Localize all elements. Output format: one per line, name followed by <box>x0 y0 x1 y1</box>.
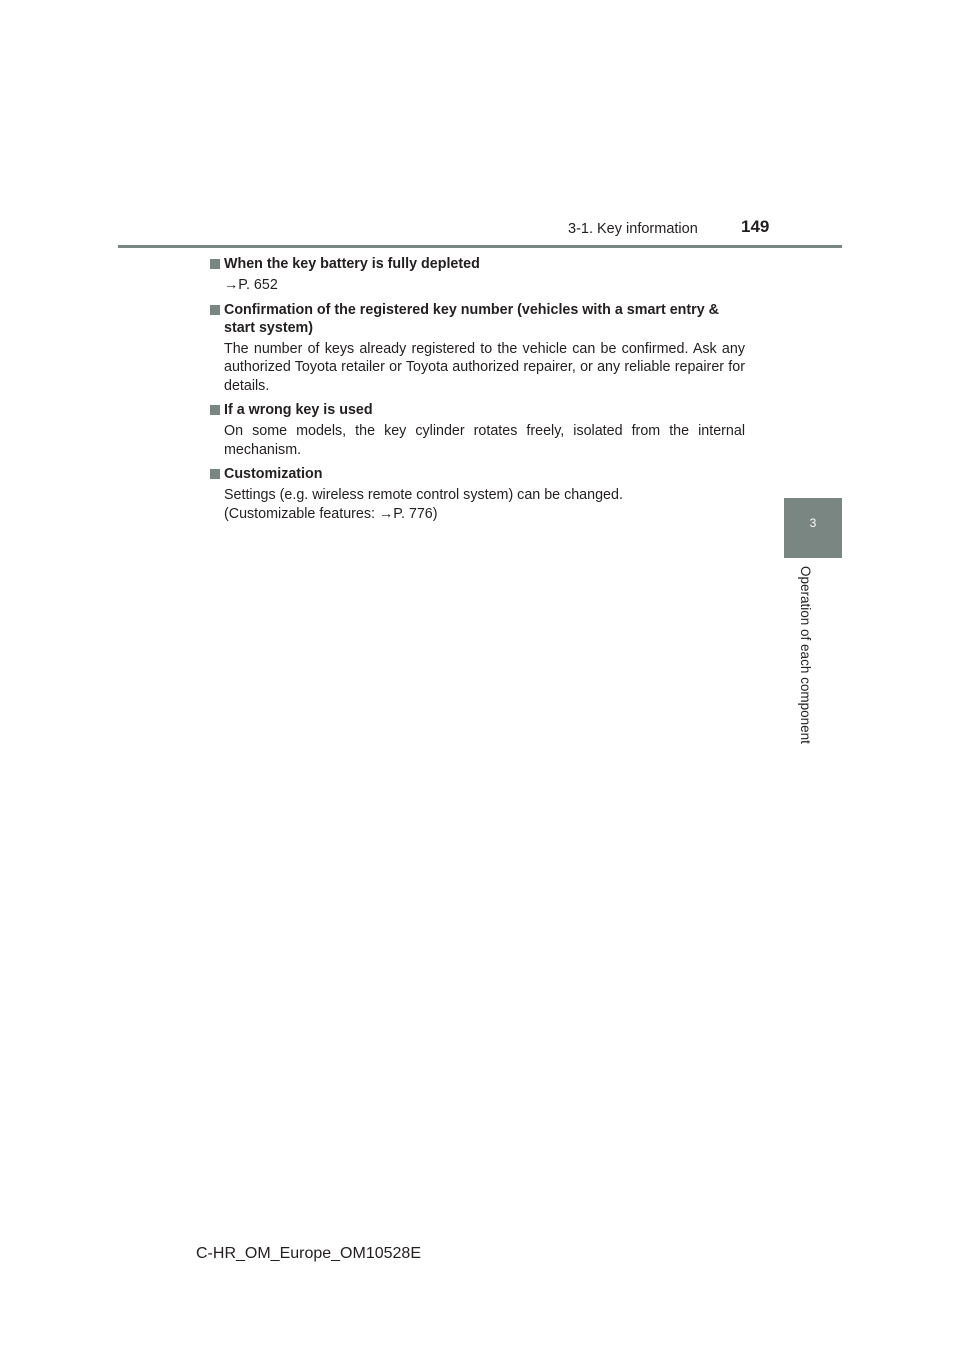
item-body <box>208 486 745 523</box>
square-bullet-icon <box>210 259 220 269</box>
item-body-line: (Customizable features: →P. 776) <box>224 505 438 522</box>
chapter-number: 3 <box>809 516 817 530</box>
chapter-tab <box>784 498 842 558</box>
square-bullet-icon <box>210 469 220 479</box>
page-number: 149 <box>741 217 770 236</box>
item-heading: When the key battery is fully depleted <box>224 256 480 272</box>
item-heading: If a wrong key is used <box>224 402 373 418</box>
list-item <box>208 255 745 295</box>
item-heading: Confirmation of the registered key number (vehicles with a smart entry & start system) <box>224 301 719 336</box>
list-item <box>208 465 745 523</box>
list-item <box>208 301 745 396</box>
chapter-title: Operation of each component <box>798 566 813 744</box>
item-body-line: Settings (e.g. wireless remote control system) can be changed. <box>224 487 623 503</box>
item-body: →P. 652 <box>224 277 278 293</box>
page-content <box>208 255 745 529</box>
section-title: 3-1. Key information <box>568 221 698 237</box>
item-heading: Customization <box>224 466 323 482</box>
document-code: C-HR_OM_Europe_OM10528E <box>196 1245 421 1262</box>
square-bullet-icon <box>210 305 220 315</box>
item-body: On some models, the key cylinder rotates freely, isolated from the internal mechanism. <box>224 423 745 458</box>
header-divider <box>118 245 842 248</box>
item-body: The number of keys already registered to the vehicle can be confirmed. Ask any authorized Toyota retailer or Toyota authorized repairer, or any reliable repairer for details. <box>224 340 745 394</box>
square-bullet-icon <box>210 405 220 415</box>
list-item <box>208 401 745 459</box>
